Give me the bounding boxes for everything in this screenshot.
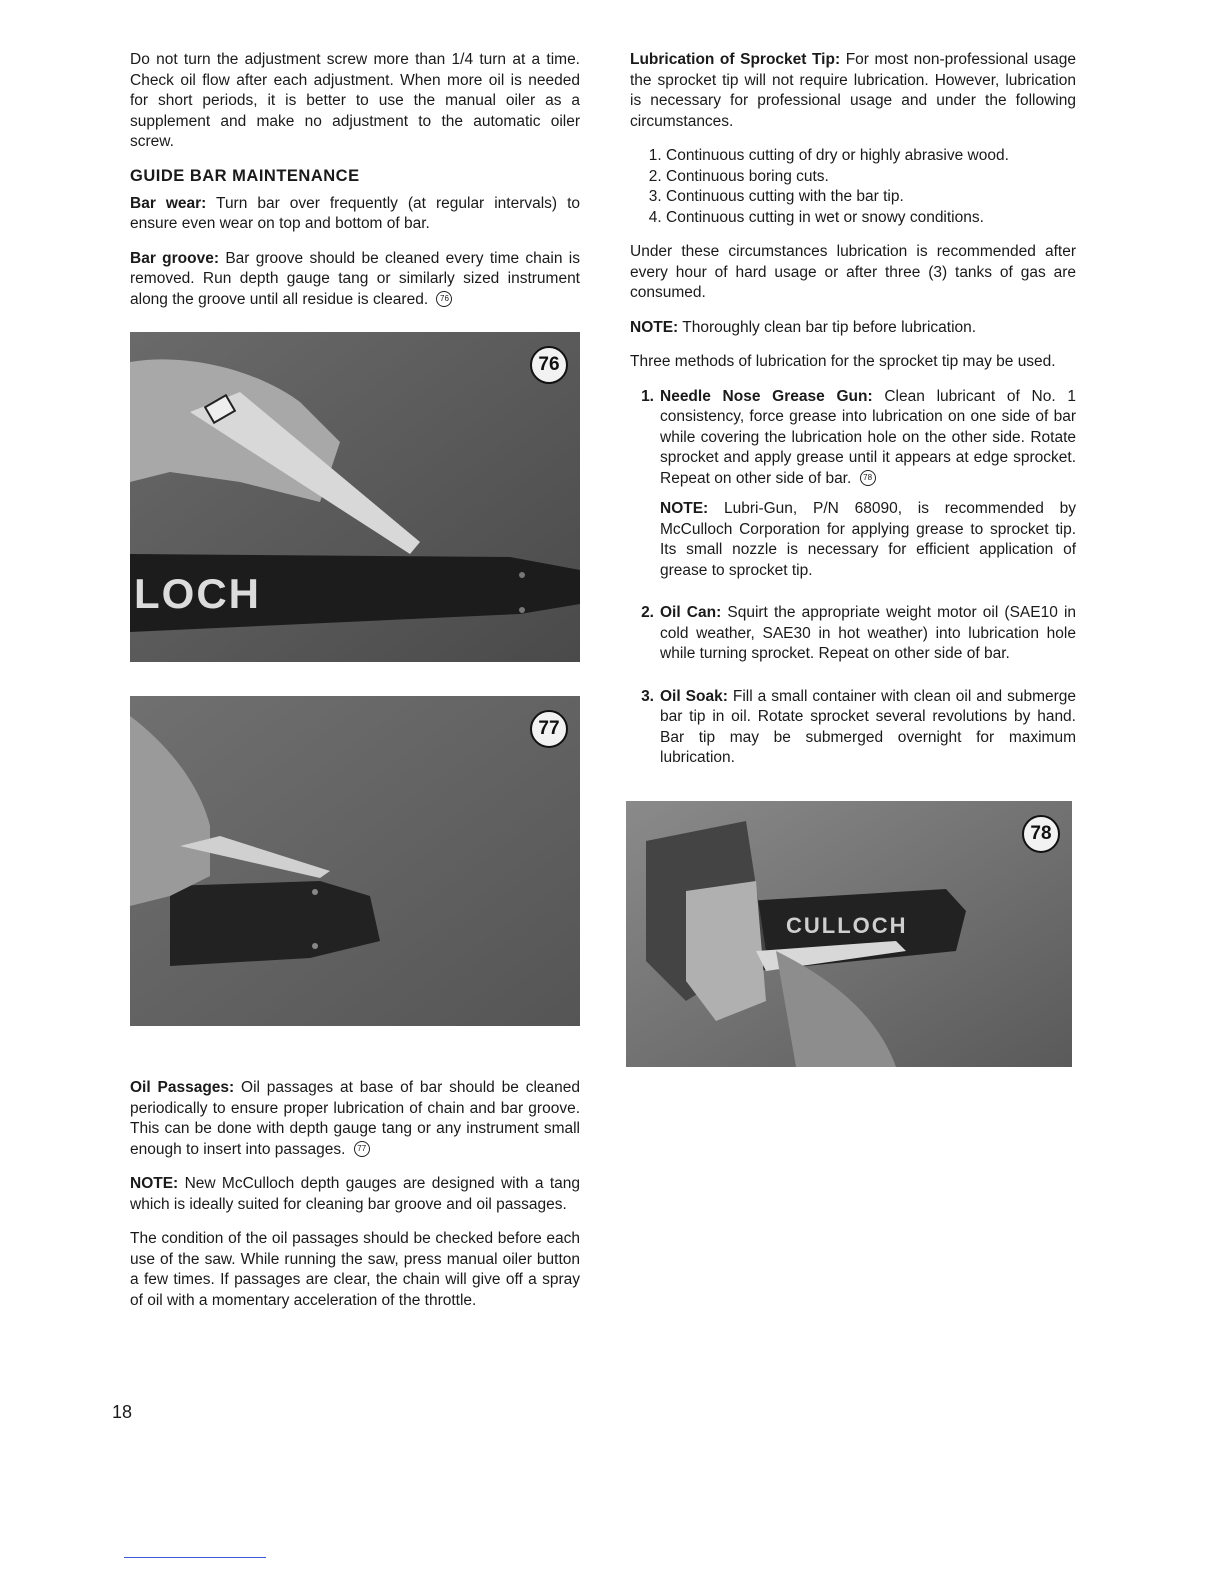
figure-76-photo: [130, 332, 580, 662]
lubri-gun-note-text: Lubri-Gun, P/N 68090, is recommended by McCulloch Corporation for applying grease to sprocket tip. Its small nozzle is necessary for efficient application of grease to sprocket tip.: [660, 500, 1076, 579]
method-2-label: Oil Can:: [660, 604, 722, 621]
bar-wear-paragraph: [130, 194, 580, 235]
method-2: [630, 603, 1076, 675]
method-1-text: Clean lubricant of No. 1 consistency, force grease into lubrication on one side of bar while covering the lubrication hole on the other side. Rotate sprocket and apply grease until it appears at edge sprocket. Repeat on other side of bar.: [660, 387, 1077, 487]
left-column: [130, 50, 580, 1325]
method-2-paragraph: [660, 603, 1076, 665]
list-item: 1. Continuous cutting of dry or highly abrasive wood.: [666, 146, 1076, 167]
bar-groove-text: Bar groove should be cleaned every time chain is removed. Run depth gauge tang or similarly sized instrument along the groove until all residue is cleared.: [130, 249, 580, 308]
method-3: [630, 687, 1076, 779]
method-3-label: Oil Soak:: [660, 687, 728, 705]
lubri-gun-note-label: NOTE:: [660, 500, 709, 517]
oil-passages-paragraph: [130, 1078, 580, 1160]
sprocket-tip-label: Lubrication of Sprocket Tip:: [630, 51, 841, 68]
note-label: NOTE:: [130, 1175, 179, 1192]
sprocket-tip-text: For most non-professional usage the sprocket tip will not require lubrication. However, lubrication is necessary for professional usage and under the following circumstances.: [630, 51, 1077, 130]
oil-passages-label: Oil Passages:: [130, 1079, 235, 1096]
list-item: 2. Continuous boring cuts.: [666, 167, 1076, 188]
method-1: [630, 387, 1076, 592]
figure-77-photo: [130, 696, 580, 1026]
note-clean-text: Thoroughly clean bar tip before lubrication.: [682, 318, 977, 336]
methods-intro: Three methods of lubrication for the sprocket tip may be used.: [630, 353, 1056, 370]
figure-ref-78: 78: [860, 470, 876, 486]
note-text: New McCulloch depth gauges are designed with a tang which is ideally suited for cleaning bar groove and oil passages.: [130, 1175, 581, 1213]
figure-ref-76: 76: [436, 291, 452, 307]
method-number: 3.: [641, 687, 654, 705]
method-2-text: Squirt the appropriate weight motor oil (SAE10 in cold weather, SAE30 in hot weather) into lubrication hole while turning sprocket. Repeat on other side of bar.: [660, 604, 1077, 662]
right-column: [630, 50, 1076, 1067]
method-3-text: Fill a small container with clean oil and submerge bar tip in oil. Rotate sprocket several revolutions by hand. Bar tip may be submerged overnight for maximum lubrication.: [660, 687, 1077, 766]
figure-78-photo: [626, 801, 1072, 1067]
oil-passages-text: Oil passages at base of bar should be cleaned periodically to ensure proper lubrication of chain and bar groove. This can be done with depth gauge tang or any instrument small enough to insert into passages.: [130, 1079, 580, 1158]
note-clean-label: NOTE:: [630, 318, 679, 336]
figure-76-bar-text: LOCH: [134, 570, 261, 617]
clean-tip-note: [630, 318, 1076, 339]
bar-wear-text: Turn bar over frequently (at regular intervals) to ensure even wear on top and bottom of bar.: [130, 194, 580, 232]
intro-paragraph: Do not turn the adjustment screw more than 1/4 turn at a time. Check oil flow after each adjustment. When more oil is needed for short periods, it is better to use the manual oiler as a supplement and make no adjustment to the automatic oiler screw.: [130, 51, 580, 150]
method-3-paragraph: [660, 687, 1076, 769]
figure-ref-77: 77: [354, 1141, 370, 1157]
lubri-gun-note: [660, 499, 1076, 581]
figure-76-badge: 76: [530, 346, 568, 384]
figure-78-badge: 78: [1022, 815, 1060, 853]
section-heading: GUIDE BAR MAINTENANCE: [130, 166, 360, 185]
page-number: 18: [112, 1402, 133, 1422]
list-item: 4. Continuous cutting in wet or snowy conditions.: [666, 208, 1076, 229]
depth-gauge-note: [130, 1174, 580, 1215]
method-number: 1.: [641, 387, 654, 405]
bottom-rule: [124, 1557, 266, 1558]
figure-77-illustration: [130, 696, 580, 1026]
method-1-paragraph: [660, 387, 1076, 490]
bar-groove-paragraph: [130, 249, 580, 311]
figure-78-bar-text: CULLOCH: [786, 912, 908, 938]
bar-wear-label: Bar wear:: [130, 194, 207, 212]
method-1-label: Needle Nose Grease Gun:: [660, 387, 873, 405]
figure-77-badge: 77: [530, 710, 568, 748]
recommendation-paragraph: Under these circumstances lubrication is recommended after every hour of hard usage or after three (3) tanks of gas are consumed.: [630, 243, 1076, 301]
method-number: 2.: [641, 604, 654, 621]
sprocket-tip-paragraph: [630, 50, 1076, 132]
list-item: 3. Continuous cutting with the bar tip.: [666, 187, 1076, 208]
circumstances-list: [630, 146, 1076, 228]
condition-paragraph: The condition of the oil passages should be checked before each use of the saw. While running the saw, press manual oiler button a few times. If passages are clear, the chain will give off a spray of oil with a momentary acceleration of the throttle.: [130, 1230, 580, 1309]
bar-groove-label: Bar groove:: [130, 249, 219, 267]
